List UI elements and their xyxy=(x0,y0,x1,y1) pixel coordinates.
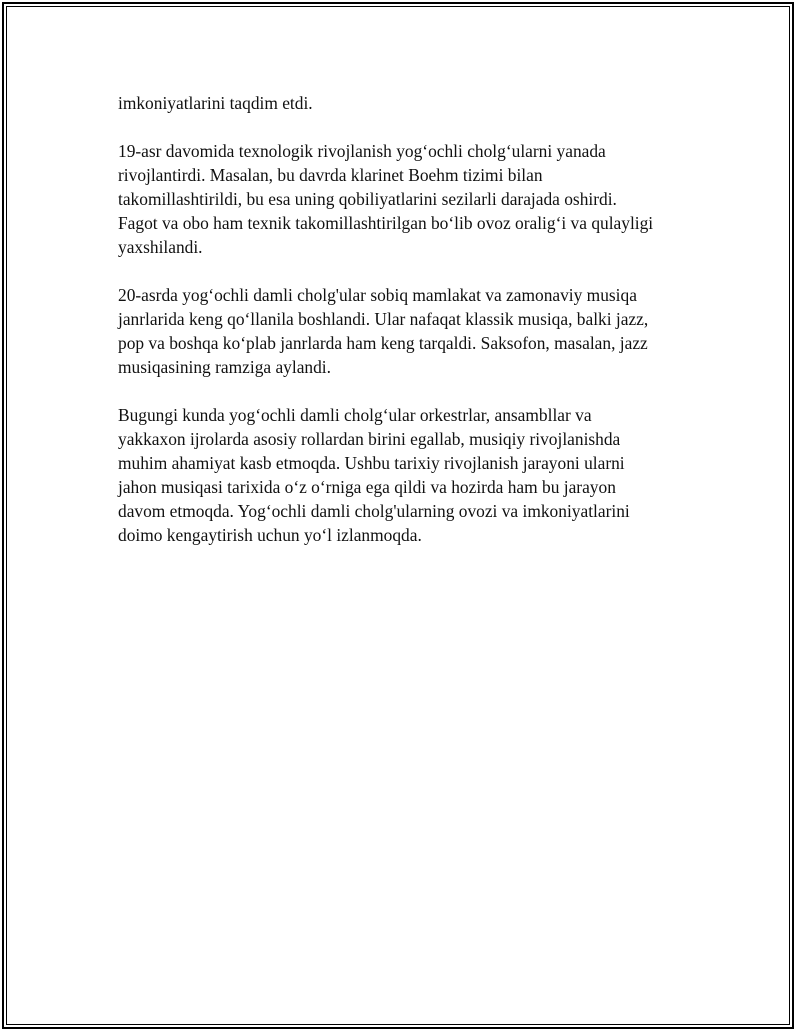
paragraph-4 xyxy=(118,403,698,547)
paragraph-line: takomillashtirildi, bu esa uning qobiliyatlarini sezilarli darajada oshirdi. xyxy=(118,189,617,209)
paragraph-2 xyxy=(118,139,698,259)
paragraph-line: rivojlantirdi. Masalan, bu davrda klarinet Boehm tizimi bilan xyxy=(118,165,543,185)
paragraph-3 xyxy=(118,283,698,379)
paragraph-line: 19-asr davomida texnologik rivojlanish yog‘ochli cholg‘ularni yanada xyxy=(118,141,606,161)
paragraph-line: muhim ahamiyat kasb etmoqda. Ushbu tarixiy rivojlanish jarayoni ularni xyxy=(118,453,625,473)
paragraph-line: yaxshilandi. xyxy=(118,237,203,257)
paragraph-line: Fagot va obo ham texnik takomillashtirilgan bo‘lib ovoz oralig‘i va qulayligi xyxy=(118,213,654,233)
paragraph-line: 20-asrda yog‘ochli damli cholg'ular sobiq mamlakat va zamonaviy musiqa xyxy=(118,285,637,305)
paragraph-line: pop va boshqa ko‘plab janrlarda ham keng tarqaldi. Saksofon, masalan, jazz xyxy=(118,333,648,353)
paragraph-line: Bugungi kunda yog‘ochli damli cholg‘ular orkestrlar, ansambllar va xyxy=(118,405,592,425)
paragraph-line: yakkaxon ijrolarda asosiy rollardan birini egallab, musiqiy rivojlanishda xyxy=(118,429,621,449)
document-body xyxy=(118,91,698,571)
paragraph-line: doimo kengaytirish uchun yo‘l izlanmoqda. xyxy=(118,525,422,545)
paragraph-line: imkoniyatlarini taqdim etdi. xyxy=(118,93,313,113)
paragraph-line: jahon musiqasi tarixida o‘z o‘rniga ega qildi va hozirda ham bu jarayon xyxy=(118,477,616,497)
paragraph-1 xyxy=(118,91,698,115)
paragraph-line: musiqasining ramziga aylandi. xyxy=(118,357,331,377)
paragraph-line: janrlarida keng qo‘llanila boshlandi. Ular nafaqat klassik musiqa, balki jazz, xyxy=(118,309,649,329)
paragraph-line: davom etmoqda. Yog‘ochli damli cholg'ularning ovozi va imkoniyatlarini xyxy=(118,501,630,521)
